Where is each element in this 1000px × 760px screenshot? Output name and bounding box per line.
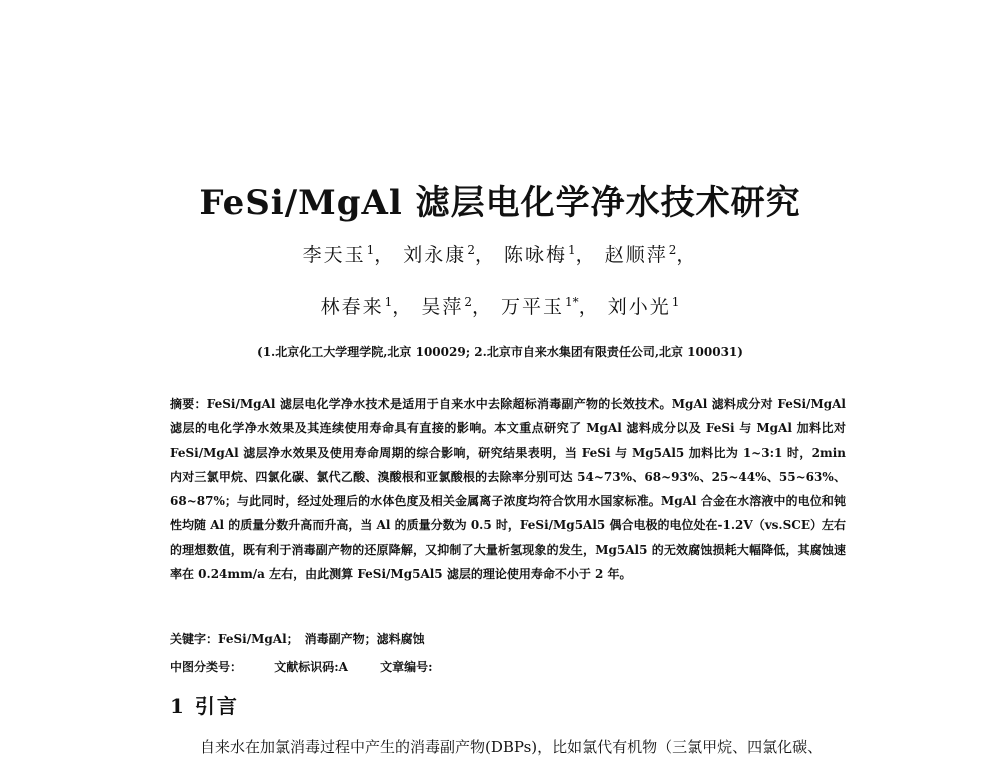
author: [403, 244, 496, 266]
author-affil-mark: 2: [467, 242, 475, 257]
abstract: [170, 392, 846, 586]
affiliations: (1.北京化工大学理学院,北京 100029; 2.北京市自来水集团有限责任公司,北京 100031): [257, 345, 743, 359]
author-name: 吴萍: [421, 296, 464, 318]
author-name: 李天玉: [302, 244, 366, 266]
author-line-2: [0, 292, 1000, 319]
author-name: 赵顺萍: [604, 244, 668, 266]
author-affil-mark: 1: [366, 242, 375, 257]
keywords: 关键字：FeSi/MgAl； 消毒副产物；滤料腐蚀: [170, 632, 425, 646]
author-affil-mark: 2: [668, 242, 677, 257]
author-affil-mark: 2: [464, 294, 472, 309]
author-name: 林春来: [320, 296, 384, 318]
author-separator: ，: [471, 296, 493, 318]
author: [501, 296, 600, 318]
article-number-label: 文章编号:: [380, 660, 433, 674]
author-separator: ，: [575, 244, 597, 266]
abstract-label: 摘要：: [170, 397, 207, 411]
author-separator: ，: [374, 244, 396, 266]
section-body-first-line: 自来水在加氯消毒过程中产生的消毒副产物(DBPs)，比如氯代有机物（三氯甲烷、四氯化碳、: [200, 738, 823, 756]
author: [608, 296, 680, 318]
author-affil-mark: 1: [671, 294, 680, 309]
author: [605, 244, 698, 266]
author-affil-mark: 1: [568, 242, 576, 257]
document-code: 文献标识码:A: [274, 660, 348, 674]
author-separator: ，: [474, 244, 496, 266]
author-name: 刘永康: [403, 244, 467, 266]
author: [421, 296, 493, 318]
author-separator: ，: [578, 296, 600, 318]
author-name: 陈咏梅: [504, 244, 568, 266]
author-separator: ，: [676, 244, 698, 266]
paper-title: FeSi/MgAl 滤层电化学净水技术研究: [199, 183, 801, 223]
section-heading: 1 引言: [170, 694, 239, 718]
clc-number-label: 中图分类号：: [170, 660, 243, 674]
author: [321, 296, 414, 318]
author-name: 万平玉: [501, 296, 565, 318]
author-line-1: [0, 240, 1000, 267]
classification-line: [170, 658, 461, 675]
author-separator: ，: [392, 296, 414, 318]
author-name: 刘小光: [607, 296, 671, 318]
author: [303, 244, 396, 266]
author-affil-mark: 1*: [565, 294, 579, 309]
abstract-text: FeSi/MgAl 滤层电化学净水技术是适用于自来水中去除超标消毒副产物的长效技术。MgAl 滤料成分对 FeSi/MgAl 滤层的电化学净水效果及其连续使用寿命具有直接的影响。本文重点研究了 MgAl 滤料成分以及 FeSi 与 MgAl 加料比对 FeSi/MgAl 滤层净水效果及使用寿命周期的综合影响，研究结果表明，当 FeSi 与 Mg5Al5 加料比为 1~3:1 时，2min 内对三氯甲烷、四氯化碳、氯代乙酸、溴酸根和亚氯酸根的去除率分别可达 54~73%、68~93%、25~44%、55~63%、68~87%；与此同时，经过处理后的水体色度及相关金属离子浓度均符合饮用水国家标准。MgAl 合金在水溶液中的电位和钝性均随 Al 的质量分数升高而升高，当 Al 的质量分数为 0.5 时，FeSi/Mg5Al5 偶合电极的电位处在-1.2V（vs.SCE）左右的理想数值，既有利于消毒副产物的还原降解，又抑制了大量析氢现象的发生，Mg5Al5 的无效腐蚀损耗大幅降低，其腐蚀速率在 0.24mm/a 左右，由此测算 FeSi/Mg5Al5 滤层的理论使用寿命不小于 2 年。: [170, 397, 846, 582]
author-affil-mark: 1: [384, 294, 393, 309]
author: [504, 244, 597, 266]
